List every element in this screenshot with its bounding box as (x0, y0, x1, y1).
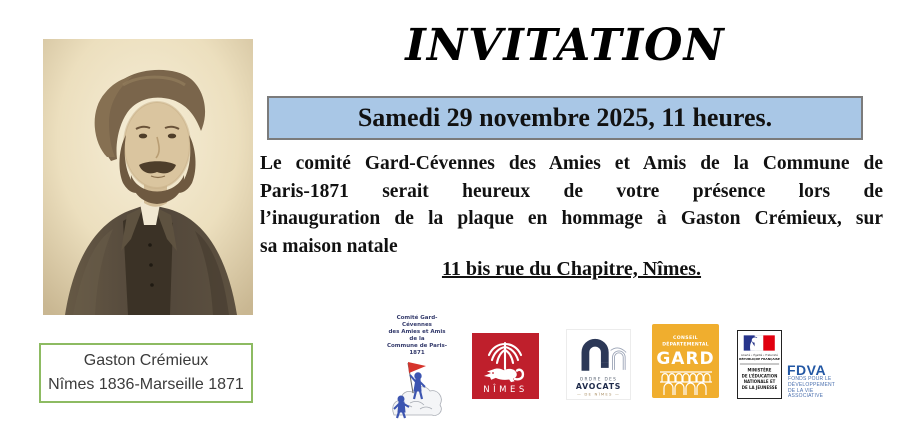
ministere-name-1: MINISTÈRE (747, 367, 772, 373)
logo-fdva (787, 363, 845, 400)
french-flag-icon (744, 335, 775, 350)
gard-line-conseil: CONSEIL (672, 336, 699, 341)
nimes-wordmark: NÎMES (483, 385, 528, 395)
gard-line-departemental: DÉPARTEMENTAL (662, 342, 709, 348)
comite-text-line-3: Commune de Paris-1871 (386, 343, 448, 356)
fdva-name-3: DE LA VIE (788, 387, 814, 394)
logo-comite-gard-cevennes (386, 315, 448, 401)
fdva-name-1: FONDS POUR LE (788, 376, 832, 382)
fdva-name-4: ASSOCIATIVE (788, 393, 824, 400)
date-banner: Samedi 29 novembre 2025, 11 heures. (267, 96, 863, 140)
avocats-line-avocats: AVOCATS (575, 382, 622, 392)
gard-crest (652, 324, 719, 398)
fdva-name-2: DÉVELOPPEMENT (788, 381, 836, 388)
portrait-illustration (43, 39, 253, 315)
event-address: 11 bis rue du Chapitre, Nîmes. (441, 258, 702, 280)
comite-text-line-1: Comité Gard-Cévennes (396, 315, 438, 328)
caption-name: Gaston Crémieux (83, 352, 209, 369)
body-line-4: sa maison natale (260, 235, 398, 257)
fdva-acronym: FDVA (787, 362, 827, 378)
ministere-block (738, 331, 781, 398)
body-line-1: Le comité Gard-Cévennes des Amies et Amis de la Commune de (260, 153, 883, 174)
gard-wordmark: GARD (656, 349, 715, 369)
ministere-name-4: DE LA JEUNESSE (741, 384, 778, 390)
arch-a-icon (585, 343, 608, 371)
body-paragraph (260, 150, 883, 260)
body-line-3: l’inauguration de la plaque en hommage à Gaston Crémieux, sur (260, 208, 883, 230)
ministere-republique: RÉPUBLIQUE FRANÇAISE (739, 357, 780, 362)
body-line-2: Paris-1871 serait heureux de votre présence lors de (260, 180, 883, 202)
ministere-name-2: DE L’ÉDUCATION (741, 373, 778, 379)
avocats-line-ordre: ORDRE DES (579, 377, 618, 383)
logo-conseil-departemental-gard (652, 324, 719, 398)
sketch-arch-icon (611, 348, 627, 370)
logo-ordre-des-avocats (566, 329, 631, 400)
comite-text-line-2: des Amies et Amis de la (388, 329, 446, 342)
page-title: INVITATION (405, 20, 725, 71)
avocats-line-de-nimes: — DE NÎMES — (576, 391, 621, 397)
avocats-crest (567, 330, 630, 399)
logo-ville-de-nimes (472, 333, 539, 399)
logo-ministere-education (737, 330, 782, 399)
ministere-name-3: NATIONALE ET (743, 379, 776, 385)
caption-dates: Nîmes 1836-Marseille 1871 (48, 376, 244, 393)
ministere-motto: Liberté • Égalité • Fraternité (741, 353, 778, 357)
portrait-caption-box (39, 343, 253, 403)
nimes-crest (472, 333, 539, 399)
portrait-photo-gaston-cremieux (43, 39, 253, 315)
barricade-illustration (386, 357, 448, 419)
